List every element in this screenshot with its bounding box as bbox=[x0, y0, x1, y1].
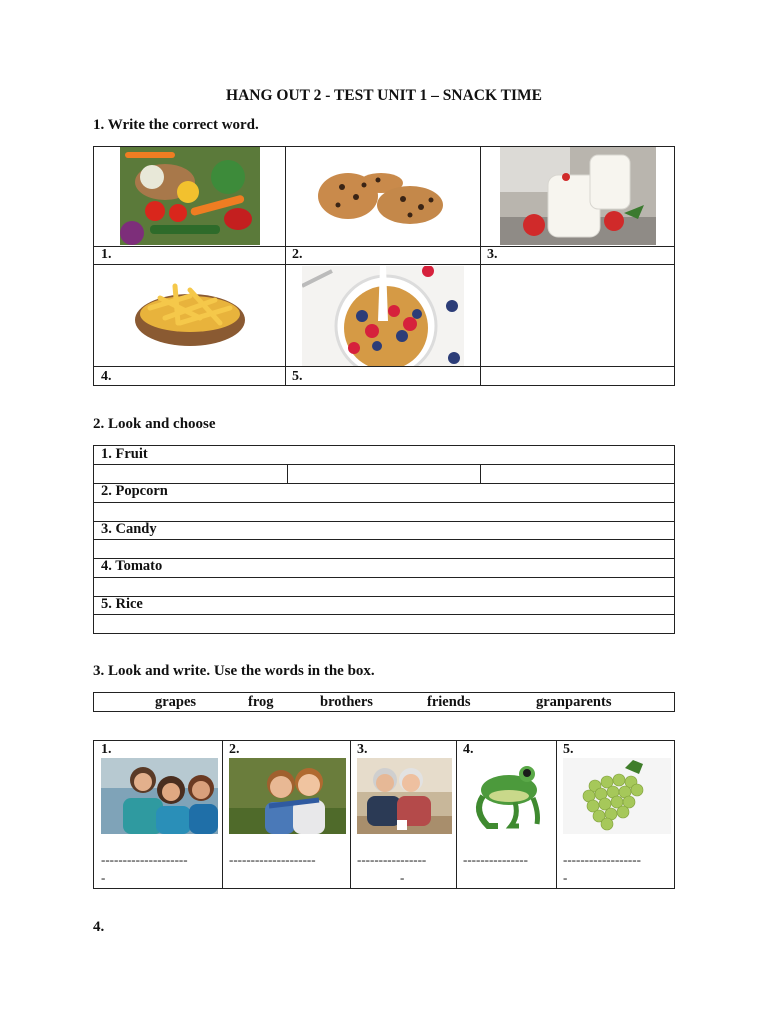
choose-row-2: 2. Popcorn bbox=[101, 483, 168, 499]
word-granparents: granparents bbox=[536, 694, 612, 710]
write-line-1b: - bbox=[101, 870, 106, 885]
write-line-1[interactable]: -------------------- bbox=[101, 852, 188, 867]
write-num-3: 3. bbox=[357, 742, 368, 757]
word-grapes: grapes bbox=[155, 694, 197, 710]
write-line-5[interactable]: ------------------ bbox=[563, 852, 641, 867]
grandparents-photo bbox=[357, 758, 452, 834]
section1-num-5: 5. bbox=[292, 369, 303, 384]
friends-photo bbox=[101, 758, 218, 834]
section3-table bbox=[93, 740, 675, 889]
vegetables-photo bbox=[120, 147, 260, 245]
write-num-2: 2. bbox=[229, 742, 240, 757]
word-box bbox=[93, 692, 675, 712]
write-line-3[interactable]: ---------------- bbox=[357, 852, 427, 867]
word-frog: frog bbox=[248, 694, 274, 710]
section1-table bbox=[93, 146, 675, 386]
write-line-4[interactable]: --------------- bbox=[463, 852, 528, 867]
word-brothers: brothers bbox=[320, 694, 373, 710]
yogurt-photo bbox=[500, 147, 656, 245]
section1-num-3: 3. bbox=[487, 247, 498, 262]
section1-heading: 1. Write the correct word. bbox=[93, 117, 259, 133]
write-line-2[interactable]: -------------------- bbox=[229, 852, 316, 867]
grapes-photo bbox=[563, 758, 671, 834]
write-line-3b: - bbox=[400, 870, 405, 885]
choose-row-4: 4. Tomato bbox=[101, 558, 163, 574]
write-num-5: 5. bbox=[563, 742, 574, 757]
word-friends: friends bbox=[427, 694, 471, 710]
choose-row-1: 1. Fruit bbox=[101, 446, 148, 462]
french-fries-photo bbox=[120, 268, 260, 364]
section2-heading: 2. Look and choose bbox=[93, 416, 216, 432]
write-num-4: 4. bbox=[463, 742, 474, 757]
cookies-photo bbox=[318, 147, 452, 245]
section1-num-4: 4. bbox=[101, 369, 112, 384]
frog-photo bbox=[463, 758, 549, 834]
choose-row-5: 5. Rice bbox=[101, 596, 143, 612]
page-title: HANG OUT 2 - TEST UNIT 1 – SNACK TIME bbox=[226, 87, 542, 104]
brothers-photo bbox=[229, 758, 346, 834]
section3-heading: 3. Look and write. Use the words in the box. bbox=[93, 663, 375, 679]
section2-table bbox=[93, 445, 675, 634]
section1-num-2: 2. bbox=[292, 247, 303, 262]
section4-heading: 4. bbox=[93, 919, 105, 935]
cereal-photo bbox=[302, 266, 464, 366]
section1-num-1: 1. bbox=[101, 247, 112, 262]
write-num-1: 1. bbox=[101, 742, 112, 757]
choose-row-3: 3. Candy bbox=[101, 521, 157, 537]
write-line-5b: - bbox=[563, 870, 568, 885]
